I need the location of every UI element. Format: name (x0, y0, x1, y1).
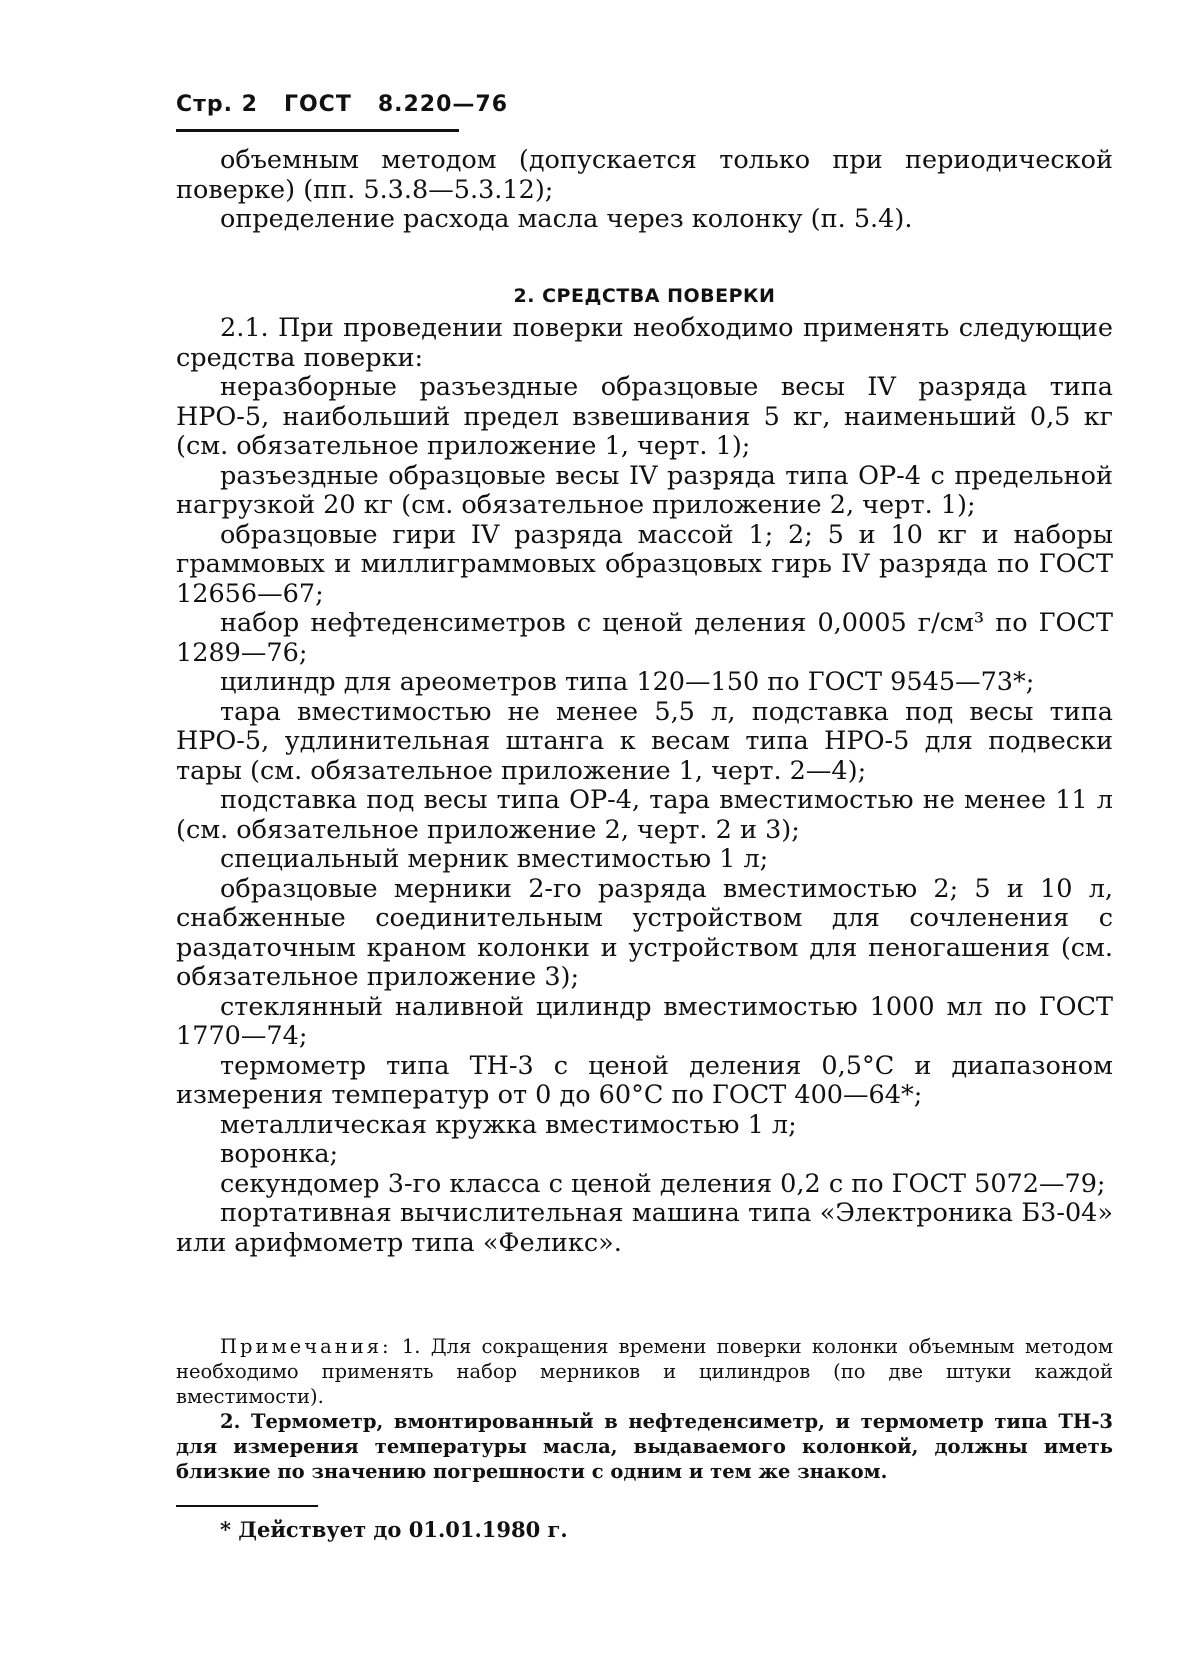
list-item: воронка; (220, 1139, 339, 1169)
notes-label: Примечания: (220, 1335, 392, 1358)
header-rule (176, 129, 459, 132)
section-title: 2. СРЕДСТВА ПОВЕРКИ (513, 285, 776, 307)
intro-line: объемным методом (допускается только при периодической поверке) (пп. 5.3.8—5.3.12); (176, 145, 1113, 205)
page-label: Стр. 2 (176, 92, 258, 117)
list-item: цилиндр для ареометров типа 120—150 по ГОСТ 9545—73*; (220, 667, 1035, 697)
notes-block (176, 1334, 1113, 1484)
intro-line: определение расхода масла через колонку (п. 5.4). (220, 204, 913, 234)
list-item: неразборные разъездные образцовые весы IV разряда типа НРО-5, наибольший предел взвешивания 5 кг, наименьший 0,5 кг (см. обязательное приложение 1, черт. 1); (176, 372, 1113, 461)
note-1 (176, 1334, 1113, 1409)
section-body (176, 314, 1113, 1258)
list-item: портативная вычислительная машина типа «Электроника Б3-04» или арифмометр типа «Феликс». (176, 1198, 1113, 1258)
page-header (176, 92, 508, 117)
intro-block (176, 146, 1113, 235)
list-item: термометр типа ТН-3 с ценой деления 0,5°С и диапазоном измерения температур от 0 до 60°С по ГОСТ 400—64*; (176, 1050, 1113, 1110)
footnote-rule (176, 1505, 318, 1507)
list-item: разъездные образцовые весы IV разряда типа ОР-4 с предельной нагрузкой 20 кг (см. обязательное приложение 2, черт. 1); (176, 460, 1113, 520)
list-item: тара вместимостью не менее 5,5 л, подставка под весы типа НРО-5, удлинительная штанга к весам типа НРО-5 для подвески тары (см. обязательное приложение 1, черт. 2—4); (176, 696, 1113, 786)
doc-code: ГОСТ (283, 92, 352, 117)
list-item: стеклянный наливной цилиндр вместимостью 1000 мл по ГОСТ 1770—74; (176, 991, 1113, 1051)
list-item: образцовые гири IV разряда массой 1; 2; 5 и 10 кг и наборы граммовых и миллиграммовых образцовых гирь IV разряда по ГОСТ 12656—67; (176, 519, 1113, 609)
note-2: 2. Термометр, вмонтированный в нефтеденсиметр, и термометр типа ТН-3 для измерения температуры масла, выдаваемого колонкой, должны иметь близкие по значению погрешности с одним и тем же знаком. (176, 1410, 1113, 1483)
list-item: металлическая кружка вместимостью 1 л; (220, 1109, 797, 1140)
footnote: * Действует до 01.01.1980 г. (220, 1517, 568, 1542)
note-1-text: 1. Для сокращения времени поверки колонки объемным методом необходимо применять набор мерников и цилиндров (по две штуки каждой вместимости). (176, 1335, 1114, 1408)
list-item: подставка под весы типа ОР-4, тара вместимостью не менее 11 л (см. обязательное приложение 2, черт. 2 и 3); (176, 785, 1113, 845)
list-item: секундомер 3-го класса с ценой деления 0,2 с по ГОСТ 5072—79; (220, 1168, 1106, 1199)
list-item: специальный мерник вместимостью 1 л; (220, 844, 769, 874)
doc-number: 8.220—76 (377, 92, 509, 117)
lead-paragraph: 2.1. При проведении поверки необходимо применять следующие средства поверки: (176, 313, 1113, 373)
list-item: набор нефтеденсиметров с ценой деления 0,0005 г/см³ по ГОСТ 1289—76; (176, 608, 1113, 668)
list-item: образцовые мерники 2-го разряда вместимостью 2; 5 и 10 л, снабженные соединительным устройством для сочленения с раздаточным краном колонки и устройством для пеногашения (см. обязательное приложение 3); (176, 873, 1113, 992)
